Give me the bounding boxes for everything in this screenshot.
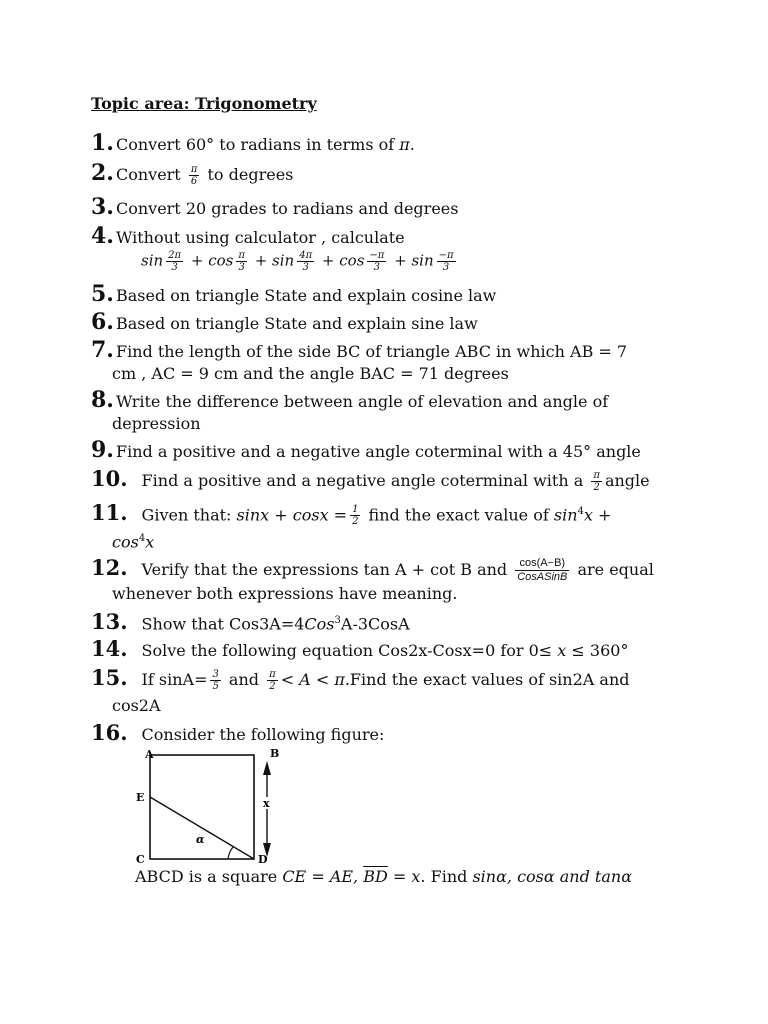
question-text: Based on triangle State and explain cosine law (115, 286, 497, 305)
question-text: to degrees (202, 165, 294, 184)
question-11: 11. Given that: sinx + cosx = $\frac{1}{2}$ find the exact value of $\sin^4x$ + (91, 500, 612, 528)
label-a: A (145, 748, 154, 761)
fraction: $\frac{\pi}{6}$ (190, 164, 198, 187)
question-7-line-2: cm , AC = 9 cm and the angle BAC = 71 degrees (112, 364, 509, 383)
question-12 (91, 557, 654, 584)
question-number: 13. (91, 609, 128, 635)
question-text: Convert (115, 165, 186, 184)
question-text: If sinA= (141, 670, 208, 689)
label-x: x (263, 797, 270, 810)
question-text: Find a positive and a negative angle coterminal with a 45° angle (115, 442, 641, 461)
question-14: 14. Solve the following equation Cos2x-Cosx=0 for 0≤ x ≤ 360° (91, 636, 629, 661)
question-15-line-2: cos2A (112, 696, 161, 715)
question-number: 11. (91, 500, 128, 526)
question-text: find the exact value of (363, 505, 554, 525)
question-12-line-2: whenever both expressions have meaning. (112, 584, 458, 603)
question-number: 14. (91, 636, 128, 661)
equation: sinx + cosx = (236, 505, 348, 525)
square-figure (130, 745, 290, 867)
question-number: 9. (91, 437, 114, 463)
question-2 (91, 160, 294, 187)
label-b: B (270, 747, 280, 760)
fraction: $\frac{\pi}{2}$ (269, 669, 276, 692)
question-9 (91, 437, 641, 463)
question-number: 3. (91, 194, 114, 220)
fraction: $\frac{1}{2}$ (352, 504, 359, 528)
question-text: angle (604, 471, 650, 490)
question-10 (91, 468, 650, 493)
question-7 (91, 337, 628, 363)
question-number: 15. (91, 665, 128, 690)
question-number: 1. (91, 130, 114, 156)
question-number: 4. (91, 223, 114, 249)
question-15: 15. If sinA= $\frac{3}{5}$ and $\frac{\pi}{2}$ < A < π.Find the exact values of sin2A and (91, 665, 630, 692)
question-text: Based on triangle State and explain sine law (115, 314, 478, 333)
question-number: 16. (91, 720, 128, 745)
trig-expression: sin $\frac{2\pi}{3}$ + cos $\frac{\pi}{3}$ + sin $\frac{4\pi}{3}$ + cos $\frac{-\pi}{3}$ + sin $\frac{-\pi}{3}$ (141, 250, 454, 273)
question-text: Without using calculator , calculate (115, 228, 405, 247)
question-1 (91, 130, 415, 156)
question-text: Convert 20 grades to radians and degrees (115, 199, 459, 218)
fraction: $\frac{\pi}{2}$ (593, 470, 600, 493)
question-3 (91, 194, 459, 220)
question-text: Solve the following equation Cos2x-Cosx=0 for 0≤ (141, 641, 558, 660)
question-8-line-2: depression (112, 414, 201, 433)
question-text: Show that Cos3A=4 (141, 614, 305, 634)
question-number: 8. (91, 387, 114, 413)
fraction: $\frac{3}{5}$ (212, 669, 219, 692)
question-text: Find a positive and a negative angle coterminal with a (141, 471, 589, 490)
fraction: $\frac{\cos(A-B)}{\text{CosASinB}}$ (517, 557, 568, 583)
question-text: Consider the following figure: (141, 725, 385, 744)
question-number: 12. (91, 555, 128, 580)
question-text: Write the difference between angle of elevation and angle of (115, 392, 609, 411)
question-text: Find the length of the side BC of triangle ABC in which AB = 7 (115, 342, 628, 361)
page-title: Topic area: Trigonometry (91, 94, 317, 113)
question-6 (91, 309, 478, 335)
question-number: 10. (91, 466, 128, 491)
label-alpha: α (196, 833, 205, 846)
segment-ed (150, 797, 254, 859)
question-13: 13. Show that Cos3A=4Cos$^3$A-3CosA (91, 609, 410, 635)
arrow-up-head (263, 761, 271, 775)
label-e: E (136, 791, 145, 804)
question-number: 7. (91, 337, 114, 363)
question-text: are equal (572, 560, 654, 579)
question-text: Verify that the expressions tan A + cot B and (141, 560, 513, 579)
question-8 (91, 387, 609, 413)
question-4 (91, 223, 405, 249)
label-c: C (136, 853, 145, 866)
question-11-line-2: $\cos^4x$ (112, 532, 155, 552)
question-5 (91, 281, 497, 307)
question-number: 2. (91, 160, 114, 186)
figure-caption: ABCD is a square CE = AE, $\overline{BD} = x$. Find sinα, cosα and tanα (135, 867, 633, 886)
label-d: D (258, 853, 268, 866)
question-text: Convert 60° to radians in terms of (115, 135, 400, 154)
angle-arc (228, 847, 233, 859)
period: . (409, 135, 415, 154)
question-16 (91, 722, 384, 745)
question-text: Given that: (141, 505, 237, 525)
question-number: 6. (91, 309, 114, 335)
pi-symbol: π (399, 135, 410, 154)
question-number: 5. (91, 281, 114, 307)
